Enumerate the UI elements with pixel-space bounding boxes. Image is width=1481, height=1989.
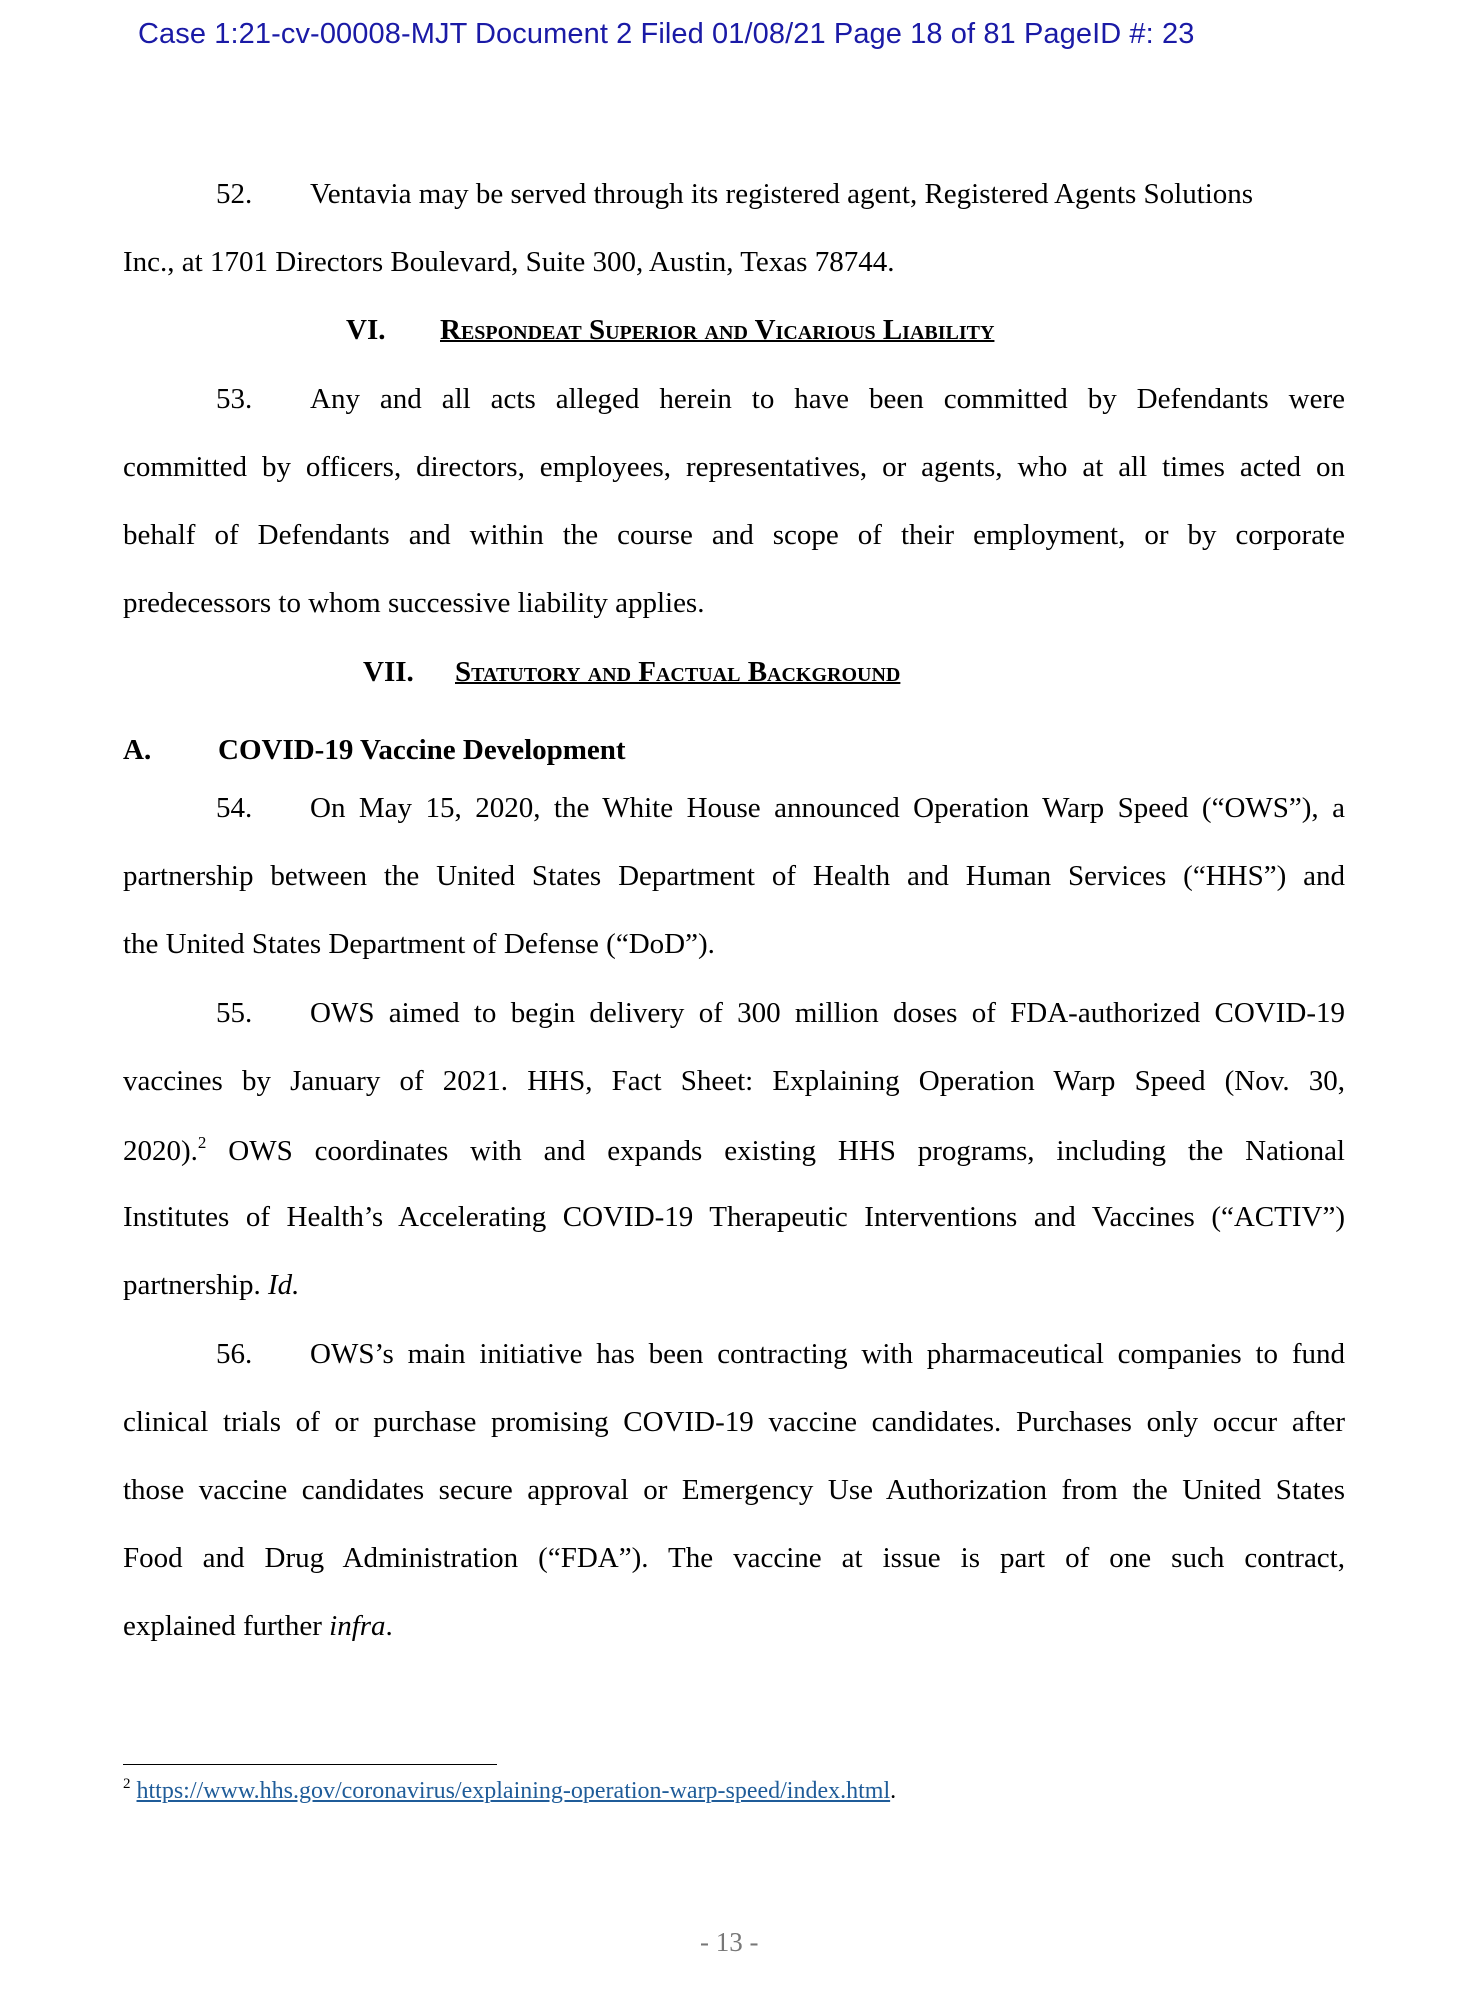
- subsection-title: COVID-19 Vaccine Development: [218, 734, 626, 766]
- paragraph-text: OWS aimed to begin delivery of 300 million doses of FDA-authorized COVID-19: [310, 997, 1345, 1029]
- footnote-reference[interactable]: 2: [197, 1133, 207, 1152]
- paragraph-text: On May 15, 2020, the White House announced Operation Warp Speed (“OWS”), a: [310, 792, 1345, 824]
- section-title: Respondeat Superior and Vicarious Liability: [440, 314, 995, 346]
- citation-id: Id.: [267, 1269, 300, 1301]
- text-run: OWS coordinates with and expands existing HHS programs, including the National: [206, 1135, 1345, 1167]
- paragraph-text: [123, 1269, 1345, 1302]
- footnote: [123, 1776, 896, 1805]
- footnote-divider: [123, 1764, 497, 1765]
- paragraph-text: the United States Department of Defense (“DoD”).: [123, 928, 715, 960]
- paragraph-text: those vaccine candidates secure approval or Emergency Use Authorization from the United States: [123, 1474, 1345, 1506]
- section-number: VI.: [346, 314, 386, 346]
- text-run: .: [385, 1610, 393, 1642]
- paragraph-text: Ventavia may be served through its registered agent, Registered Agents Solutions: [310, 178, 1254, 210]
- section-title: Statutory and Factual Background: [455, 656, 901, 688]
- section-heading-vi: [346, 314, 994, 347]
- text-run: 2020).: [123, 1135, 198, 1167]
- text-run: .: [890, 1778, 897, 1804]
- paragraph-text: [123, 1610, 1345, 1643]
- section-number: VII.: [363, 656, 414, 688]
- paragraph-text: Food and Drug Administration (“FDA”). The vaccine at issue is part of one such contract,: [123, 1542, 1345, 1574]
- paragraph-number: 56.: [216, 1338, 253, 1370]
- footnote-link[interactable]: https://www.hhs.gov/coronavirus/explaining-operation-warp-speed/index.html: [136, 1778, 891, 1804]
- paragraph-text: vaccines by January of 2021. HHS, Fact Sheet: Explaining Operation Warp Speed (Nov. 30,: [123, 1065, 1345, 1097]
- paragraph-text: predecessors to whom successive liability applies.: [123, 587, 705, 619]
- paragraph-text: Inc., at 1701 Directors Boulevard, Suite 300, Austin, Texas 78744.: [123, 246, 895, 278]
- paragraph-text: [123, 1133, 1345, 1168]
- paragraph-text: Institutes of Health’s Accelerating COVID-19 Therapeutic Interventions and Vaccines (“ACTIV”): [123, 1201, 1345, 1233]
- paragraph-text: clinical trials of or purchase promising COVID-19 vaccine candidates. Purchases only occur after: [123, 1406, 1345, 1438]
- section-heading-vii: [363, 656, 900, 689]
- paragraph-number: 53.: [216, 383, 253, 415]
- paragraph-text: OWS’s main initiative has been contracting with pharmaceutical companies to fund: [310, 1338, 1345, 1370]
- paragraph-number: 52.: [216, 178, 253, 210]
- paragraph-text: Any and all acts alleged herein to have been committed by Defendants were: [310, 383, 1345, 415]
- paragraph-text: behalf of Defendants and within the course and scope of their employment, or by corporate: [123, 519, 1345, 551]
- page-number: - 13 -: [700, 1927, 759, 1957]
- citation-infra: infra: [329, 1610, 386, 1642]
- text-run: partnership.: [123, 1269, 268, 1301]
- text-run: explained further: [123, 1610, 330, 1642]
- paragraph-number: 54.: [216, 792, 253, 824]
- paragraph-text: committed by officers, directors, employees, representatives, or agents, who at all times acted on: [123, 451, 1345, 483]
- paragraph-number: 55.: [216, 997, 253, 1029]
- subsection-letter: A.: [123, 734, 152, 766]
- paragraph-text: partnership between the United States Department of Health and Human Services (“HHS”) and: [123, 860, 1345, 892]
- subsection-heading: [123, 734, 626, 767]
- footnote-marker: 2: [123, 1776, 131, 1792]
- case-header-stamp: Case 1:21-cv-00008-MJT Document 2 Filed 01/08/21 Page 18 of 81 PageID #: 23: [138, 18, 1195, 50]
